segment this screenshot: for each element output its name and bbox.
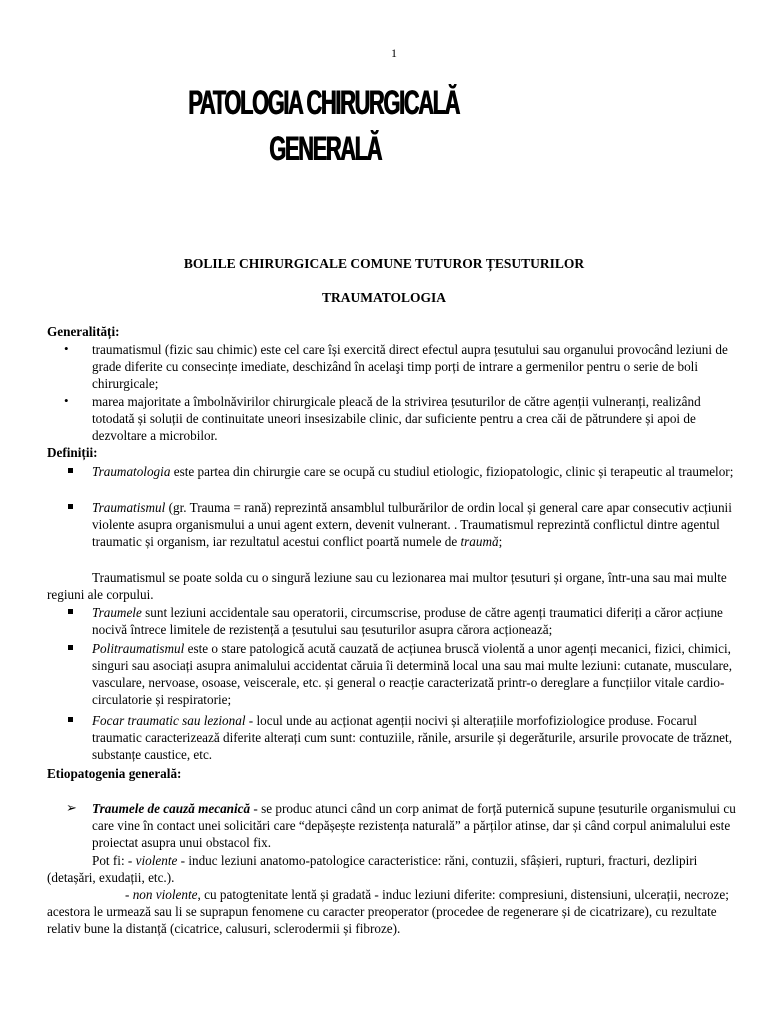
violente-paragraph: Pot fi: - violente - induc leziuni anatomo-patologice caracteristice: răni, contuzii, sfâșieri, rupturi, fracturi, dezlipiri (detașări, exudații, etc.). [47, 853, 698, 885]
definition-text: este partea din chirurgie care se ocupă cu studiul etiologic, fiziopatologic, clinic și terapeutic al traumelor; [170, 464, 734, 479]
definition-traumele [92, 604, 742, 638]
square-bullet-icon [68, 645, 73, 650]
arrow-bullet-icon: ➢ [66, 800, 77, 815]
generalitati-item-1: traumatismul (fizic sau chimic) este cel care își exercită direct efectul aupra țesutului sau organului provocând leziuni de grade diferite cu consecințe imediate, deschizând în acelaşi timp porți de intrare a germenilor pentru o serie de boli chirurgicale; [92, 342, 728, 391]
bullet-dot-icon: • [64, 341, 69, 356]
term: violente [135, 853, 178, 868]
etiopatogenia-text: - se produc atunci când un corp animat de forță puternică supune țesuturile organismului cu care vine în contact unei solicitări care “depășește rezistența naturală” a părților atinse, dar și când corpul animalului este proiectat asupra unui obstacol fix. [92, 801, 736, 850]
sub-heading: TRAUMATOLOGIA [321, 290, 446, 305]
square-bullet-icon [68, 609, 73, 614]
square-bullet-icon [68, 468, 73, 473]
definition-text: sunt leziuni accidentale sau operatorii, circumscrise, produse de către agenți traumatici diferiți a căror acțiune nocivă întrece limitele de rezistență a țesutului sau țesuturilor asupra cărora acționează; [92, 605, 723, 637]
definition-text: este o stare patologică acută cauzată de acțiunea bruscă violentă a unor agenți mecanici, fizici, chimici, singuri sau asociați asupra animalului accidentat căruia îi determină local una sau mai multe leziuni: cutanate, musculare, vasculare, nervoase, osoase, veiscerale, etc. și general o reacție caracterizată printr-o dereglare a funcțiilor vitale cardio-circulatorie și respiratorie; [92, 641, 733, 707]
section-definitii-label: Definiții: [47, 445, 98, 460]
definition-text: - locul unde au acționat agenții nocivi și alterațiile morfofiziologice produse. Focarul traumatic caracterizează diferite alterați cum sunt: contuziile, rănile, arsurile și degerăturile, arsurile provocate de trăznet, substanțe caustice, etc. [92, 713, 732, 762]
etiopatogenia-mecanica [92, 800, 742, 851]
non-violente-paragraph: - non violente, cu patogtenitate lentă și gradată - induc leziuni diferite: compresiuni, distensiuni, ulcerații, necroze; acestora le urmează sau li se suprapun fenomene cu caracter preoperator (procedee de regenerare și de cicatrizare), cu rezultate relativ bune la distanță (cicatrice, calusuri, sclerodermii și fibroze). [47, 887, 729, 936]
term: Traumatismul [92, 500, 166, 515]
square-bullet-icon [68, 717, 73, 722]
main-heading: BOLILE CHIRURGICALE COMUNE TUTUROR ȚESUTURILOR [183, 256, 585, 271]
square-bullet-icon [68, 504, 73, 509]
definition-text: (gr. Trauma = rană) reprezintă ansamblul tulburărilor de ordin local și general care apar consecutiv acțiunii violente asupra organismului a unui agent extern, devenit vulnerant. . Traumatismul reprezintă conflictul dintre agentul traumatic și organism, iar rezultatul acestui conflict poartă numele de [92, 500, 732, 549]
term: Focar traumatic sau lezional [92, 713, 246, 728]
definition-traumatologia [92, 463, 742, 480]
bullet-dot-icon: • [64, 393, 69, 408]
title-line-1: PATOLOGIA CHIRURGICALĂ [188, 84, 459, 122]
title-line-2: GENERALĂ [269, 130, 381, 168]
definition-politraumatismul [92, 640, 742, 708]
page-number: 1 [391, 46, 397, 60]
term: traumă [460, 534, 499, 549]
definition-traumatismul: Traumatismul (gr. Trauma = rană) reprezintă ansamblul tulburărilor de ordin local și general care apar consecutiv acțiunii violente asupra organismului a unui agent extern, devenit vulnerant. . Traumatismul reprezintă conflictul dintre agentul traumatic și organism, iar rezultatul acestui conflict poartă numele de traumă; [92, 500, 732, 549]
term: non violente [132, 887, 198, 902]
traumatismul-continuation: Traumatismul se poate solda cu o singură leziune sau cu lezionarea mai multor țesuturi și organe, într-una sau mai multe regiuni ale corpului. [47, 570, 727, 602]
definition-focar-traumatic [92, 712, 742, 763]
term: Traumele de cauză mecanică [92, 801, 251, 816]
term: Politraumatismul [92, 641, 185, 656]
section-etiopatogenia-label: Etiopatogenia generală: [47, 766, 182, 781]
term: Traumele [92, 605, 142, 620]
section-generalitati-label: Generalități: [47, 324, 120, 339]
generalitati-item-2: marea majoritate a îmbolnăvirilor chirurgicale pleacă de la strivirea țesuturilor de către agenții vulneranți, realizând totodată și soluții de continuitate uneori insesizabile clinic, dar suficiente pentru a crea căi de pătrundere și apoi de dezvoltare a microbilor. [92, 394, 701, 443]
term: Traumatologia [92, 464, 171, 479]
